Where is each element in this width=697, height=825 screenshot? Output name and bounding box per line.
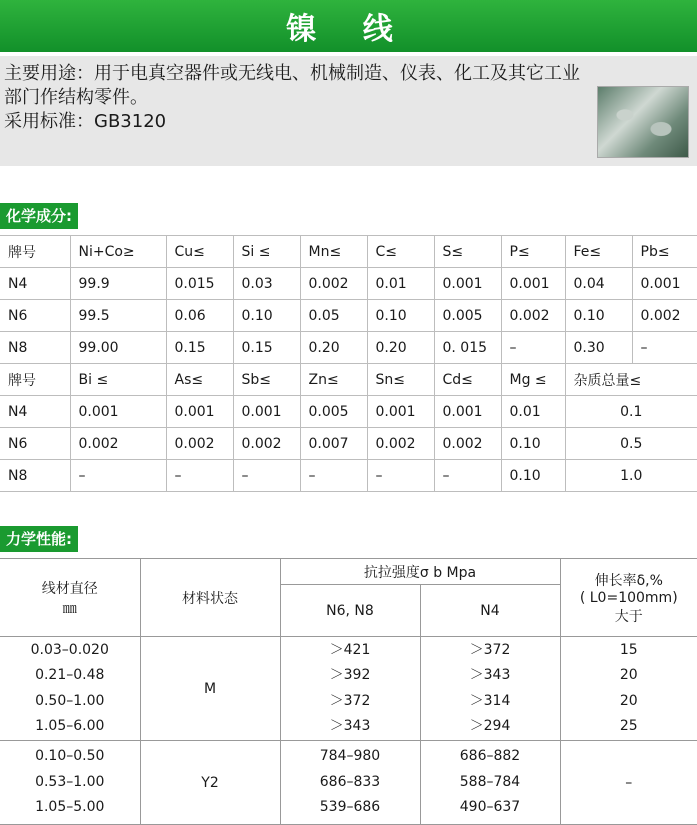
y2-n6n8-value: 686–833: [281, 770, 420, 796]
usage-text: 主要用途：用于电真空器件或无线电、机械制造、仪表、化工及其它工业部门作结构零件。: [4, 62, 594, 110]
intro-text: [4, 62, 594, 134]
chem-cell: 99.5: [70, 300, 166, 332]
chem-row: [0, 428, 697, 460]
m-diameter: 0.21–0.48: [0, 663, 140, 689]
chem-cell: –: [501, 332, 565, 364]
chem-header-cell: Ni+Co≥: [70, 236, 166, 268]
diameter-unit-label: ㎜: [0, 598, 140, 618]
chem-cell: –: [434, 460, 501, 492]
chem-cell: 0.10: [565, 300, 632, 332]
m-diameter: 0.03–0.020: [0, 638, 140, 664]
chem-header-cell: 杂质总量≤: [565, 364, 697, 396]
chem-header-cell: Bi ≤: [70, 364, 166, 396]
chem-cell: 0.20: [367, 332, 434, 364]
m-n6n8-value: ＞392: [281, 663, 420, 689]
chem-header-cell: Cu≤: [166, 236, 233, 268]
mech-properties-table: [0, 558, 697, 825]
chem-header-cell: Zn≤: [300, 364, 367, 396]
chem-header-cell: As≤: [166, 364, 233, 396]
chem-cell: 99.9: [70, 268, 166, 300]
y2-diameters: [0, 741, 140, 825]
chem-row: [0, 300, 697, 332]
chem-cell: 0.10: [367, 300, 434, 332]
chem-cell: N4: [0, 396, 70, 428]
chem-cell: 0.001: [501, 268, 565, 300]
m-elong-value: 25: [561, 714, 697, 740]
chem-cell: 0.001: [632, 268, 697, 300]
chem-cell: –: [367, 460, 434, 492]
chem-cell: 0.5: [565, 428, 697, 460]
chem-header-cell: C≤: [367, 236, 434, 268]
chem-header-cell: Mg ≤: [501, 364, 565, 396]
chem-header-cell: P≤: [501, 236, 565, 268]
chem-header-row: [0, 364, 697, 396]
y2-diameter: 0.53–1.00: [0, 770, 140, 796]
y2-diameter: 0.10–0.50: [0, 744, 140, 770]
chem-cell: –: [233, 460, 300, 492]
standard-text: 采用标准：GB3120: [4, 110, 594, 134]
chem-header-cell: Pb≤: [632, 236, 697, 268]
chem-cell: –: [70, 460, 166, 492]
chem-header-cell: Si ≤: [233, 236, 300, 268]
chem-cell: 0.20: [300, 332, 367, 364]
m-n6n8-value: ＞421: [281, 638, 420, 664]
chem-header-cell: 牌号: [0, 364, 70, 396]
chem-header-cell: Fe≤: [565, 236, 632, 268]
m-diameters: [0, 637, 140, 741]
chem-cell: 0.001: [434, 396, 501, 428]
chem-cell: 0.002: [70, 428, 166, 460]
chem-cell: N8: [0, 332, 70, 364]
chem-cell: 0.015: [166, 268, 233, 300]
chem-cell: 0.002: [632, 300, 697, 332]
chem-cell: 0.001: [233, 396, 300, 428]
m-elong-value: 20: [561, 689, 697, 715]
chem-row: [0, 460, 697, 492]
state-header: 材料状态: [140, 559, 280, 637]
m-n4-value: ＞343: [421, 663, 560, 689]
chem-cell: 0.01: [501, 396, 565, 428]
diameter-header: [0, 559, 140, 637]
y2-n4-value: 588–784: [421, 770, 560, 796]
y2-n6n8-value: 784–980: [281, 744, 420, 770]
chem-header-cell: S≤: [434, 236, 501, 268]
product-photo: [597, 86, 689, 158]
m-elong-value: 20: [561, 663, 697, 689]
y2-state: Y2: [140, 741, 280, 825]
chem-cell: 0.06: [166, 300, 233, 332]
chem-cell: 0.001: [70, 396, 166, 428]
y2-n4-value: 490–637: [421, 795, 560, 821]
tensile-header: 抗拉强度σ b Mpa: [280, 559, 560, 585]
chem-cell: 0.002: [166, 428, 233, 460]
chem-cell: 0.001: [166, 396, 233, 428]
chem-header-cell: Sn≤: [367, 364, 434, 396]
chem-cell: 0.10: [501, 460, 565, 492]
m-state: M: [140, 637, 280, 741]
m-n4: [420, 637, 560, 741]
chem-cell: 0.15: [233, 332, 300, 364]
chem-cell: 1.0: [565, 460, 697, 492]
diameter-header-label: 线材直径: [0, 578, 140, 598]
m-n6n8-value: ＞343: [281, 714, 420, 740]
chem-cell: –: [300, 460, 367, 492]
chem-cell: 0.001: [367, 396, 434, 428]
m-diameter: 1.05–6.00: [0, 714, 140, 740]
chem-cell: N4: [0, 268, 70, 300]
chem-header-row: [0, 236, 697, 268]
m-n6n8-value: ＞372: [281, 689, 420, 715]
chem-cell: –: [632, 332, 697, 364]
y2-n4-value: 686–882: [421, 744, 560, 770]
chem-header-cell: Cd≤: [434, 364, 501, 396]
y2-n4: [420, 741, 560, 825]
chem-cell: 0.002: [300, 268, 367, 300]
chem-cell: N6: [0, 300, 70, 332]
m-elong: [560, 637, 697, 741]
chem-cell: 0.01: [367, 268, 434, 300]
m-n6n8: [280, 637, 420, 741]
chem-cell: 0.002: [233, 428, 300, 460]
elongation-header-label: 伸长率δ,%: [561, 570, 697, 590]
page-title: 镍 线: [0, 0, 697, 52]
y2-n6n8: [280, 741, 420, 825]
m-n4-value: ＞314: [421, 689, 560, 715]
n4-header: N4: [420, 585, 560, 637]
chem-cell: 0.005: [300, 396, 367, 428]
chem-header-cell: Mn≤: [300, 236, 367, 268]
chem-cell: 0.002: [434, 428, 501, 460]
m-diameter: 0.50–1.00: [0, 689, 140, 715]
mech-section-label: 力学性能:: [0, 526, 78, 552]
chem-row: [0, 268, 697, 300]
chem-cell: 99.00: [70, 332, 166, 364]
chem-header-cell: Sb≤: [233, 364, 300, 396]
y2-n6n8-value: 539–686: [281, 795, 420, 821]
chem-row: [0, 332, 697, 364]
chem-cell: 0.15: [166, 332, 233, 364]
elongation-header: [560, 559, 697, 637]
chem-cell: 0. 015: [434, 332, 501, 364]
chem-cell: 0.002: [367, 428, 434, 460]
chem-cell: 0.05: [300, 300, 367, 332]
chem-row: [0, 396, 697, 428]
chem-cell: 0.005: [434, 300, 501, 332]
chem-header-cell: 牌号: [0, 236, 70, 268]
chem-section-label: 化学成分:: [0, 203, 78, 229]
y2-diameter: 1.05–5.00: [0, 795, 140, 821]
chem-composition-table: [0, 235, 697, 492]
chem-cell: N6: [0, 428, 70, 460]
chem-cell: 0.007: [300, 428, 367, 460]
elongation-min-label: 大于: [561, 606, 697, 626]
m-n4-value: ＞294: [421, 714, 560, 740]
chem-cell: 0.04: [565, 268, 632, 300]
m-elong-value: 15: [561, 638, 697, 664]
y2-elong: –: [560, 741, 697, 825]
chem-cell: 0.30: [565, 332, 632, 364]
chem-cell: N8: [0, 460, 70, 492]
chem-cell: –: [166, 460, 233, 492]
chem-cell: 0.001: [434, 268, 501, 300]
chem-cell: 0.03: [233, 268, 300, 300]
chem-cell: 0.10: [501, 428, 565, 460]
chem-cell: 0.1: [565, 396, 697, 428]
elongation-gauge-label: ( L0=100mm): [561, 590, 697, 606]
n6n8-header: N6, N8: [280, 585, 420, 637]
chem-cell: 0.10: [233, 300, 300, 332]
chem-cell: 0.002: [501, 300, 565, 332]
intro-panel: [0, 56, 697, 166]
m-n4-value: ＞372: [421, 638, 560, 664]
